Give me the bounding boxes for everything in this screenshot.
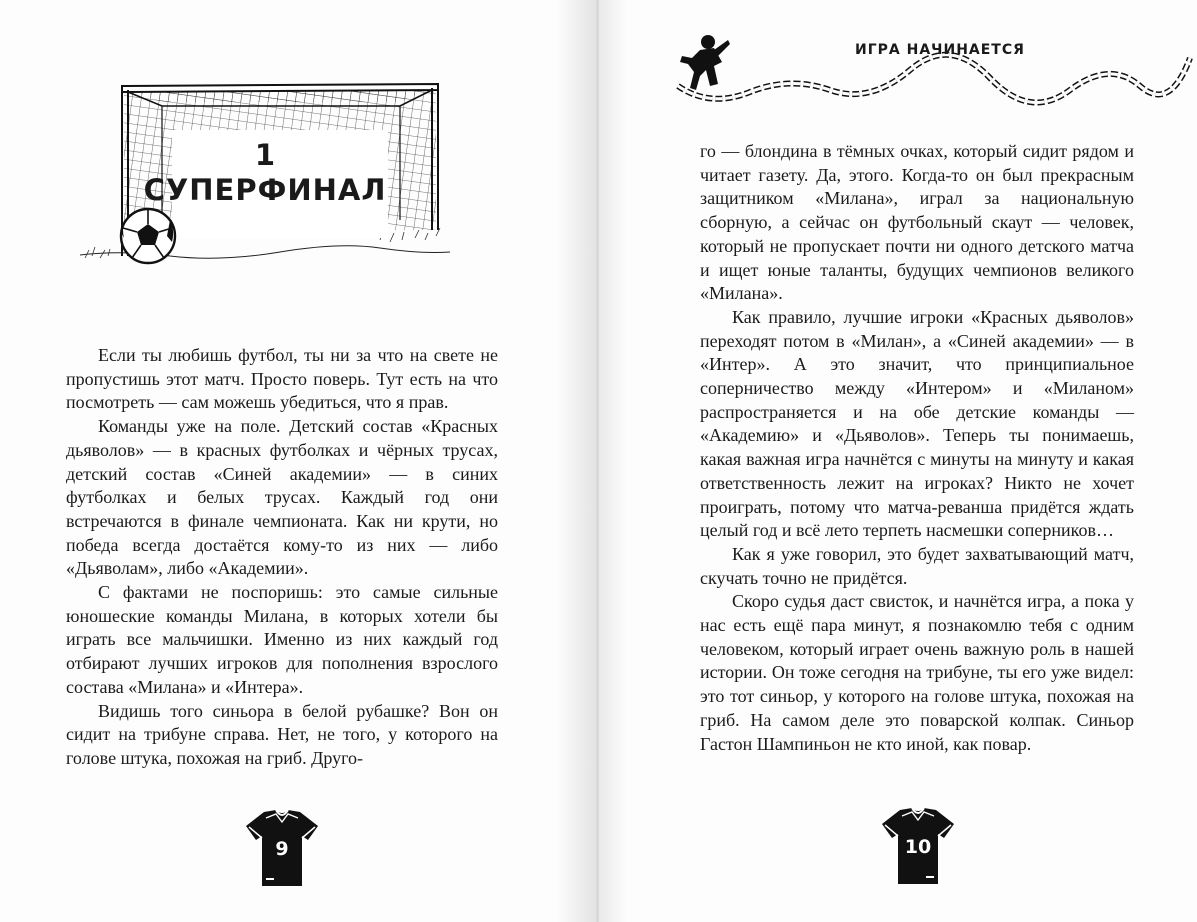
- page-number-badge: [242, 808, 322, 888]
- page-number: 9: [275, 838, 289, 860]
- paragraph: Как я уже говорил, это будет захватывающий матч, скучать точно не придётся.: [700, 543, 1134, 588]
- running-head-art: [670, 28, 1197, 112]
- left-page: [0, 0, 596, 922]
- running-head: ИГРА НАЧИНАЕТСЯ: [855, 42, 1025, 58]
- soccer-ball-icon: [121, 209, 175, 263]
- page-number-badge: [878, 806, 958, 886]
- player-silhouette-icon: [680, 35, 730, 90]
- right-body-text: [700, 140, 1134, 756]
- paragraph: Видишь того синьора в белой рубашке? Вон он сидит на трибуне справа. Нет, не того, у которого на голове штука, похожая на гриб. Друго-: [66, 700, 498, 768]
- chapter-header: [80, 80, 450, 280]
- chapter-number: 1: [254, 138, 276, 172]
- paragraph: С фактами не поспоришь: это самые сильные юношеские команды Милана, в которых хотели бы играть все мальчишки. Именно из них каждый год отбирают лучших игроков для пополнения взрослого состава «Милана» и «Интера».: [66, 582, 498, 697]
- chapter-label: [80, 138, 450, 208]
- paragraph-continuation: го — блондина в тёмных очках, который сидит рядом и читает газету. Да, этого. Когда-то он был прекрасным защитником «Милана», играл за национальную сборную, а сейчас он футбольный скаут — человек, который не пропускает почти ни одного детского матча и ищет юные таланты, будущих чемпионов великого «Милана».: [700, 141, 1134, 304]
- paragraph: Команды уже на поле. Детский состав «Красных дьяволов» — в красных футболках и чёрных трусах, детский состав «Синей академии» — в синих футболках и белых трусах. Каждый год они встречаются в финале чемпионата. Как ни крути, но победа всегда достаётся кому-то из них — либо «Дьяволам», либо «Академии».: [66, 416, 498, 579]
- paragraph: Как правило, лучшие игроки «Красных дьяволов» переходят потом в «Милан», а «Синей академии» — в «Интер». А это значит, что принципиальное соперничество между «Интером» и «Миланом» распространяется и на обе детские команды — «Академию» и «Дьяволов». Теперь ты понимаешь, какая важная игра начнётся с минуты на минуту и какая ответственность лежит на игроках? Никто не хочет проиграть, потому что матча-реванша придётся ждать целый год и всё лето терпеть насмешки соперников…: [700, 306, 1134, 541]
- paragraph: Если ты любишь футбол, ты ни за что на свете не пропустишь этот матч. Просто поверь. Тут есть на что посмотреть — сам можешь убедиться, что я прав.: [66, 345, 498, 413]
- paragraph: Скоро судья даст свисток, и начнётся игра, а пока у нас есть ещё пара минут, я познакомлю тебя с одним человеком, который играет очень важную роль в нашей истории. Он тоже сегодня на трибуне, ты его уже видел: это тот синьор, у которого на голове штука, похожая на гриб. На самом деле это поварской колпак. Синьор Гастон Шампиньон не кто иной, как повар.: [700, 591, 1134, 754]
- gutter-shadow: [599, 0, 627, 922]
- gutter-shadow: [556, 0, 596, 922]
- left-body-text: [66, 344, 498, 771]
- chapter-title: СУПЕРФИНАЛ: [143, 173, 387, 207]
- page-number: 10: [904, 836, 932, 858]
